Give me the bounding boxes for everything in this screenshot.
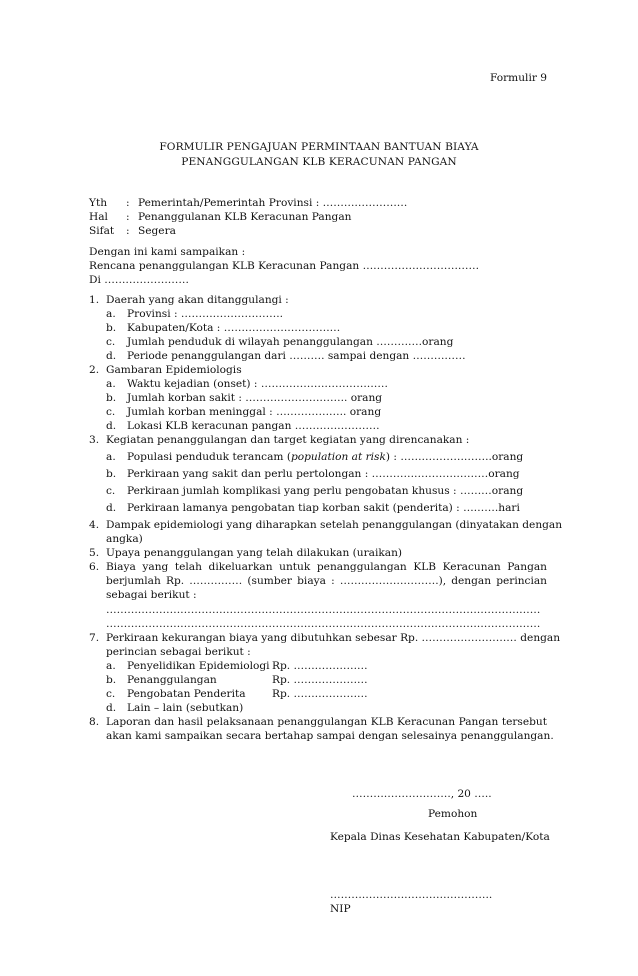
title-line-1: FORMULIR PENGAJUAN PERMINTAAN BANTUAN BIAYA (159, 141, 479, 153)
item-7a-label: Penyelidikan Epidemiologi (127, 660, 270, 672)
item-number: 5. (89, 547, 100, 559)
item-number: 1. (89, 294, 100, 306)
item-3c-text: Perkiraan jumlah komplikasi yang perlu pengobatan khusus : ………orang (127, 485, 524, 497)
header-colon: : (126, 211, 130, 223)
item-1a-text: Provinsi : ……………………….. (127, 308, 283, 320)
header-value-sifat: Segera (138, 225, 176, 237)
sub-letter: c. (106, 485, 116, 497)
item-6-line-2: berjumlah Rp. …………… (sumber biaya : ……………………….), dengan perincian (106, 575, 547, 587)
item-7c-label: Pengobatan Penderita (127, 688, 246, 700)
item-number: 8. (89, 716, 100, 728)
item-1d-text: Periode penanggulangan dari ………. sampai dengan …………… (127, 350, 466, 362)
item-8-line-2: akan kami sampaikan secara bertahap sampai dengan selesainya penanggulangan. (106, 730, 554, 742)
item-6-line-1: Biaya yang telah dikeluarkan untuk penanggulangan KLB Keracunan Pangan (106, 561, 547, 573)
signature-nip: NIP (330, 903, 351, 915)
item-4-line-1: Dampak epidemiologi yang diharapkan setelah penanggulangan (dinyatakan dengan (106, 519, 563, 531)
intro-line-3: Di …………………… (89, 274, 189, 286)
item-number: 4. (89, 519, 100, 531)
item-7d-label: Lain – lain (sebutkan) (127, 702, 244, 714)
item-number: 7. (89, 632, 100, 644)
intro-line-2: Rencana penanggulangan KLB Keracunan Pangan …………………………… (89, 260, 480, 272)
sub-letter: d. (106, 702, 117, 714)
header-label-yth: Yth (89, 197, 108, 209)
header-value-yth: Pemerintah/Pemerintah Provinsi : …………………… (138, 197, 408, 209)
item-6-dotted-line-2: …………………………………………………………………………………………………………… (106, 618, 541, 630)
item-2-text: Gambaran Epidemiologis (106, 364, 242, 376)
item-7b-label: Penanggulangan (127, 674, 217, 686)
item-3d-text: Perkiraan lamanya pengobatan tiap korban sakit (penderita) : ……….hari (127, 502, 520, 514)
item-7c-value: Rp. ………………… (272, 688, 368, 700)
sub-letter: b. (106, 392, 117, 404)
item-1c-text: Jumlah penduduk di wilayah penanggulangan ………….orang (127, 336, 454, 348)
header-label-sifat: Sifat (89, 225, 115, 237)
sub-letter: c. (106, 406, 116, 418)
item-3b-text: Perkiraan yang sakit dan perlu pertolongan : ……………………………orang (127, 468, 520, 480)
item-6-dotted-line-1: …………………………………………………………………………………………………………… (106, 604, 541, 616)
sub-letter: c. (106, 688, 116, 700)
sub-letter: b. (106, 674, 117, 686)
title-line-2: PENANGGULANGAN KLB KERACUNAN PANGAN (181, 156, 457, 168)
item-3a-text (127, 450, 523, 464)
header-colon: : (126, 225, 130, 237)
header-label-hal: Hal (89, 211, 108, 223)
item-7a-value: Rp. ………………… (272, 660, 368, 672)
item-7-line-1: Perkiraan kekurangan biaya yang dibutuhkan sebesar Rp. ……………………… dengan (106, 632, 561, 644)
sub-letter: b. (106, 468, 117, 480)
item-8-line-1: Laporan dan hasil pelaksanaan penanggulangan KLB Keracunan Pangan tersebut (106, 716, 547, 728)
signature-name-line: ………………………………………. (330, 889, 493, 901)
item-7b-value: Rp. ………………… (272, 674, 368, 686)
item-4-line-2: angka) (106, 533, 143, 545)
item-3a-text-before: Populasi penduduk terancam ( (127, 451, 291, 463)
signature-date: ………………………., 20 ….. (352, 788, 492, 800)
sub-letter: a. (106, 308, 116, 320)
sub-letter: d. (106, 350, 117, 362)
item-number: 2. (89, 364, 100, 376)
intro-line-1: Dengan ini kami sampaikan : (89, 246, 246, 258)
form-number: Formulir 9 (489, 72, 547, 84)
item-3a-italic-term: population at risk (290, 451, 386, 463)
sub-letter: a. (106, 378, 116, 390)
item-number: 6. (89, 561, 100, 573)
header-value-hal: Penanggulanan KLB Keracunan Pangan (138, 211, 352, 223)
sub-letter: c. (106, 336, 116, 348)
item-6-line-3: sebagai berikut : (106, 589, 197, 601)
sub-letter: b. (106, 322, 117, 334)
signature-role: Pemohon (428, 808, 478, 820)
item-2b-text: Jumlah korban sakit : ……………………….. orang (127, 392, 383, 404)
item-number: 3. (89, 434, 100, 446)
item-7-line-2: perincian sebagai berikut : (106, 646, 251, 658)
item-2d-text: Lokasi KLB keracunan pangan …………………… (127, 420, 380, 432)
sub-letter: a. (106, 451, 116, 463)
item-3-text: Kegiatan penanggulangan dan target kegiatan yang direncanakan : (106, 434, 470, 446)
header-colon: : (126, 197, 130, 209)
item-5-text: Upaya penanggulangan yang telah dilakukan (uraikan) (106, 547, 403, 559)
sub-letter: d. (106, 502, 117, 514)
item-2c-text: Jumlah korban meninggal : ……………….. orang (127, 406, 382, 418)
sub-letter: d. (106, 420, 117, 432)
sub-letter: a. (106, 660, 116, 672)
item-1-text: Daerah yang akan ditanggulangi : (106, 294, 289, 306)
signature-office: Kepala Dinas Kesehatan Kabupaten/Kota (330, 831, 550, 843)
item-3a-text-after: ) : ……………………..orang (385, 451, 524, 463)
item-2a-text: Waktu kejadian (onset) : ……………………………… (127, 378, 388, 390)
item-1b-text: Kabupaten/Kota : …………………………… (127, 322, 341, 334)
